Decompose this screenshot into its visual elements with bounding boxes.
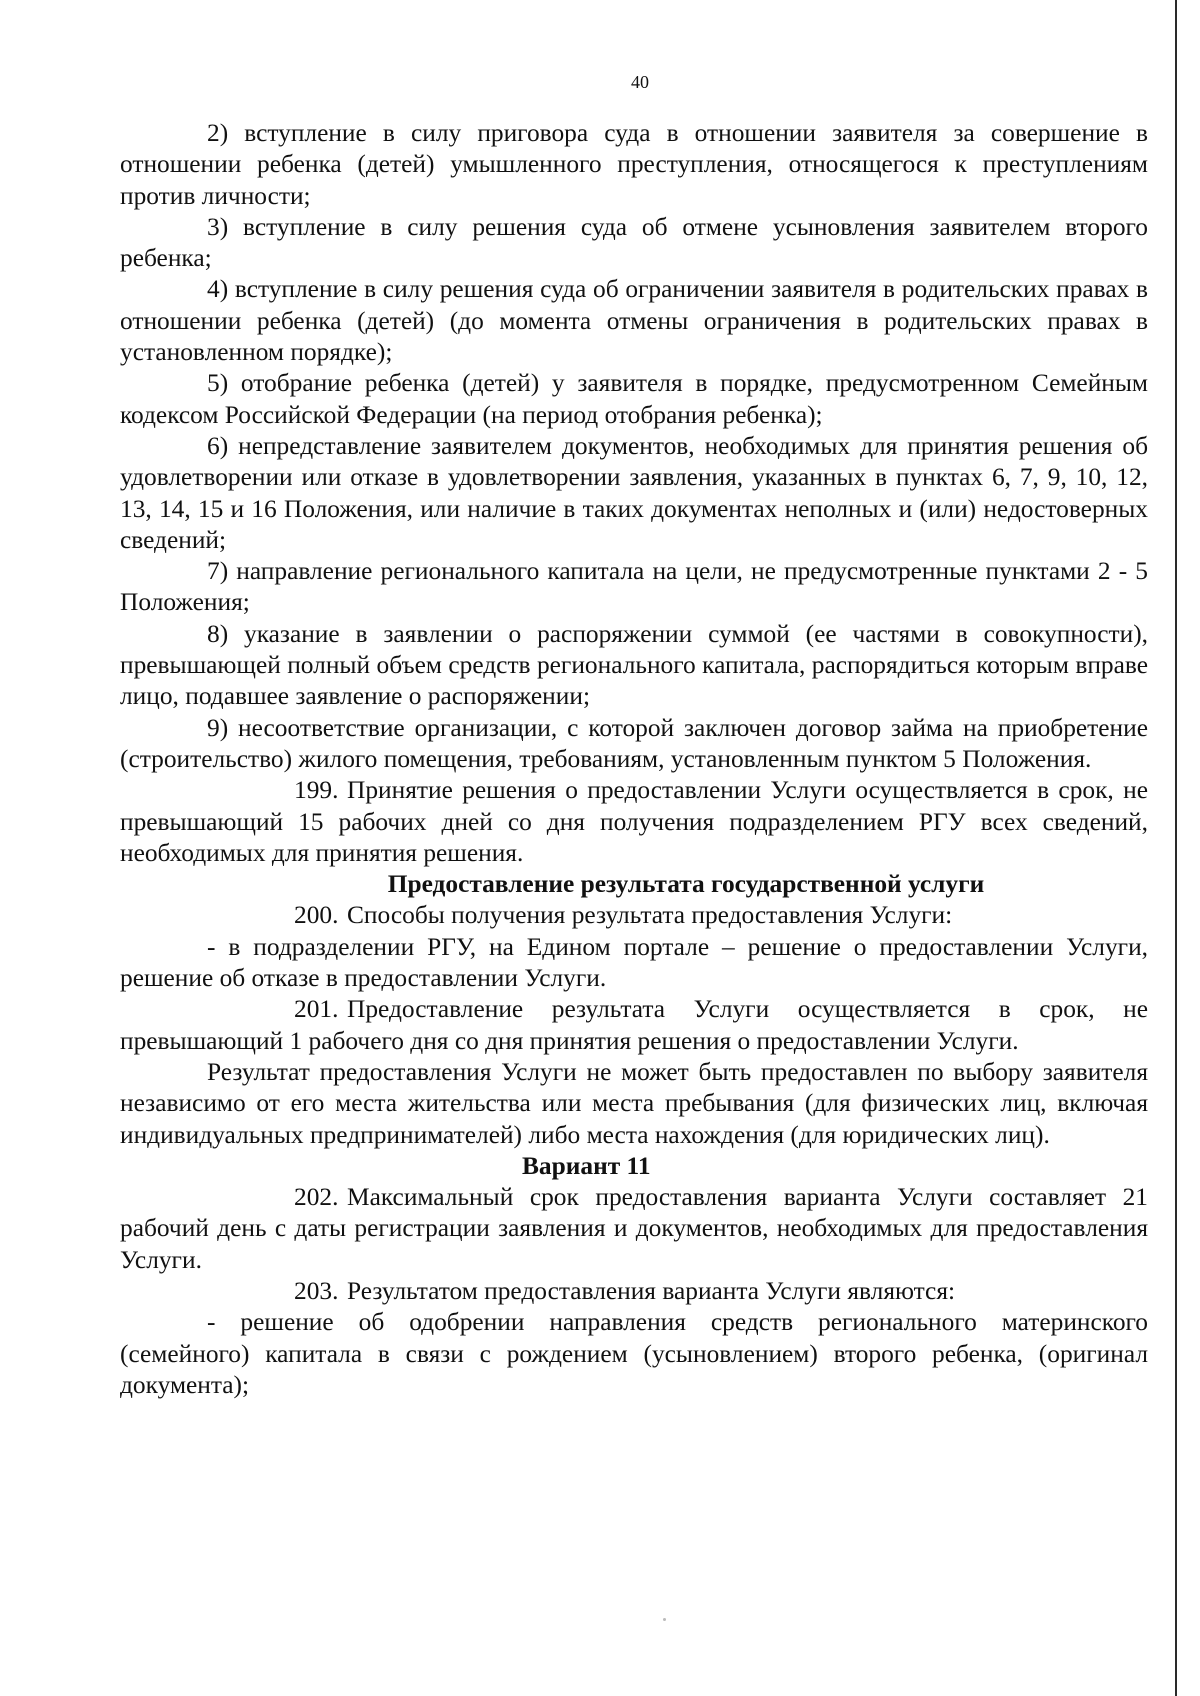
section-heading-variant: Вариант 11 [522,1151,651,1180]
page-edge-line [1175,0,1177,1696]
clause-number: 202. [294,1183,339,1212]
list-item: 6) непредставление заявителем документов, необходимых для принятия решения об удовлетворении или отказе в удовлетворении заявления, указанных в пунктах 6, 7, 9, 10, 12, 13, 14, 15 и 16 Положения, или наличие в таких документах неполных и (или) недостоверных сведений; [120,431,1148,554]
list-item: 2) вступление в силу приговора суда в отношении заявителя за совершение в отношении ребенка (детей) умышленного преступления, относящегося к преступлениям против личности; [120,119,1148,210]
clause-text: Результатом предоставления варианта Услуги являются: [347,1276,956,1305]
clause-203-item: - решение об одобрении направления средств регионального материнского (семейного) капитала в связи с рождением (усыновлением) второго ребенка, (оригинал документа); [120,1308,1148,1399]
clause-number: 200. [294,901,339,930]
clause-200-item: - в подразделении РГУ, на Едином портале – решение о предоставлении Услуги, решение об отказе в предоставлении Услуги. [120,932,1148,993]
document-body [120,118,1148,1401]
clause-text: Предоставление результата Услуги осуществляется в срок, не превышающий 1 рабочего дня со дня принятия решения о предоставлении Услуги. [120,995,1148,1055]
clause-text: Принятие решения о предоставлении Услуги осуществляется в срок, не превышающий 15 рабочих дней со дня получения подразделением РГУ всех сведений, необходимых для принятия решения. [120,776,1148,867]
clause-text: Максимальный срок предоставления варианта Услуги составляет 21 рабочий день с даты регистрации заявления и документов, необходимых для предоставления Услуги. [120,1183,1148,1274]
clause-text: Способы получения результата предоставления Услуги: [347,901,953,930]
page-number: 40 [631,72,649,92]
clause-number: 203. [294,1276,339,1305]
clause-number: 199. [294,776,339,805]
clause-201 [120,994,1148,1057]
list-item: 9) несоответствие организации, с которой заключен договор займа на приобретение (строительство) жилого помещения, требованиям, установленным пунктом 5 Положения. [120,713,1148,773]
list-item: 7) направление регионального капитала на цели, не предусмотренные пунктами 2 - 5 Положения; [120,557,1148,617]
clause-number: 201. [294,995,339,1024]
clause-202 [120,1182,1148,1276]
list-item: 3) вступление в силу решения суда об отмене усыновления заявителем второго ребенка; [120,212,1148,273]
clause-199 [120,775,1148,869]
list-item: 8) указание в заявлении о распоряжении суммой (ее частями в совокупности), превышающей полный объем средств регионального капитала, распорядиться которым вправе лицо, подавшее заявление о распоряжении; [120,619,1148,711]
list-item: 5) отобрание ребенка (детей) у заявителя в порядке, предусмотренном Семейным кодексом Российской Федерации (на период отобрания ребенка); [120,369,1148,429]
scan-artifact-dot [663,1618,666,1621]
list-item: 4) вступление в силу решения суда об ограничении заявителя в родительских правах в отношении ребенка (детей) (до момента отмены ограничения в родительских правах в установленном порядке); [120,275,1148,367]
clause-200 [120,900,1148,931]
clause-203 [120,1276,1148,1307]
clause-201-paragraph: Результат предоставления Услуги не может быть предоставлен по выбору заявителя независимо от его места жительства или места пребывания (для физических лиц, включая индивидуальных предпринимателей) либо места нахождения (для юридических лиц). [120,1057,1148,1149]
section-heading-result: Предоставление результата государственной услуги [387,870,985,899]
